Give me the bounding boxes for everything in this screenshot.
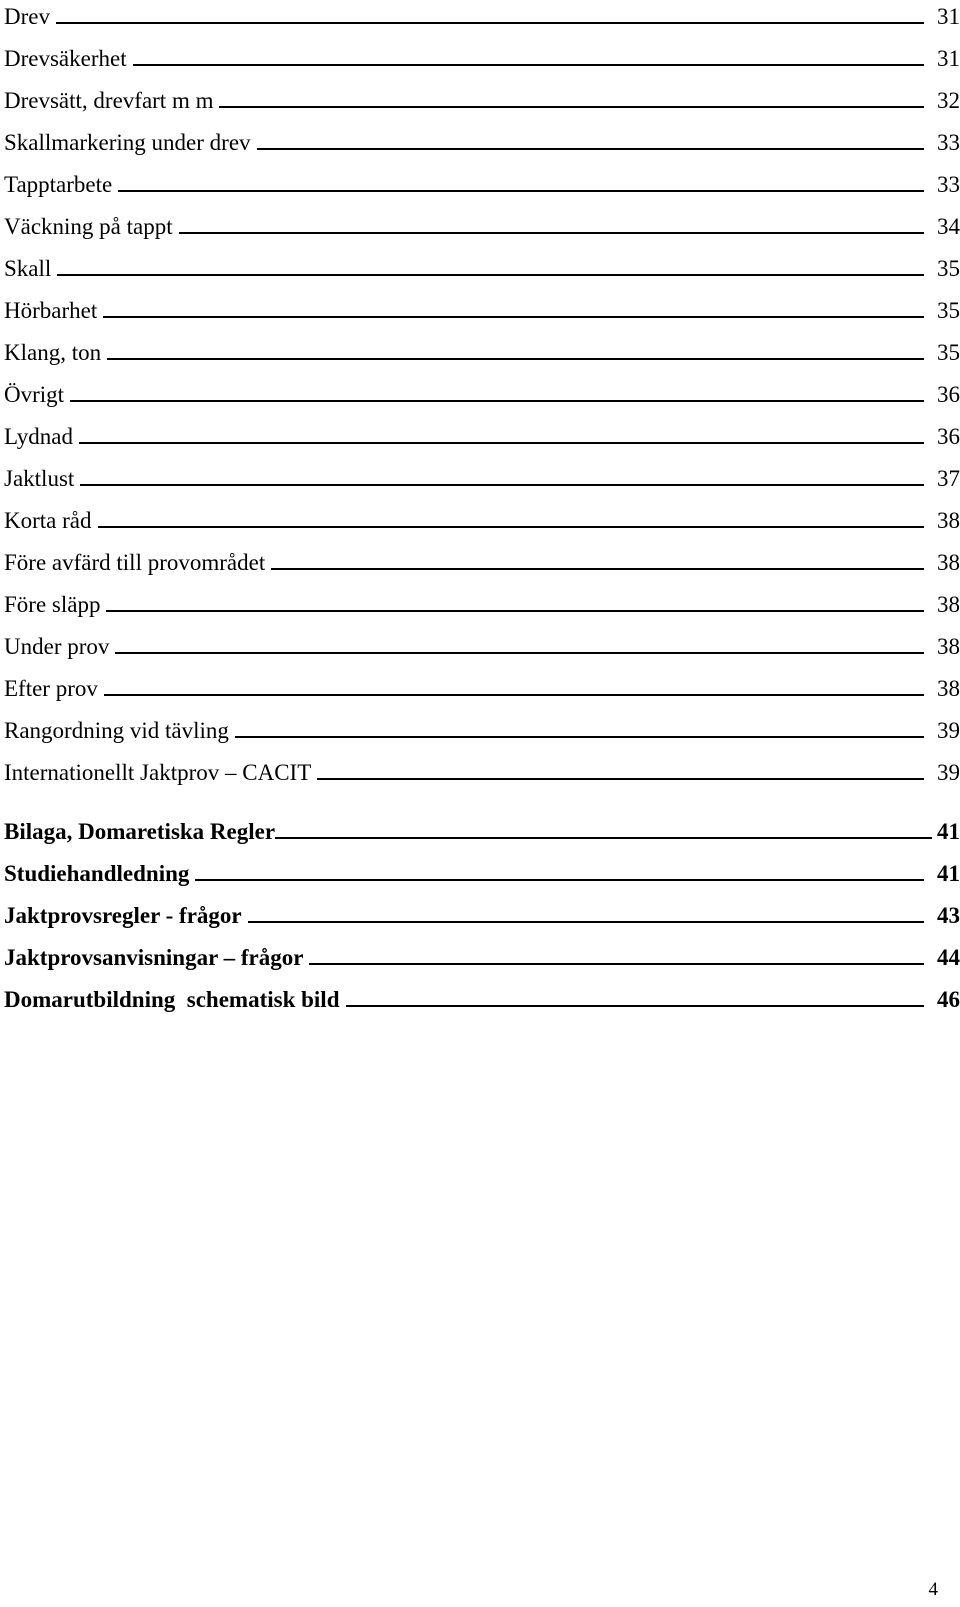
toc-entry-page: 38: [937, 634, 960, 659]
toc-entry: [4, 462, 960, 492]
toc-entry-page: 39: [937, 760, 960, 785]
toc-entry-page: 41: [937, 861, 960, 886]
toc-entry-label: Bilaga, Domaretiska Regler: [4, 819, 276, 844]
toc-leader-line: [57, 274, 924, 276]
toc-leader-line: [309, 963, 924, 965]
toc-leader-line: [257, 148, 924, 150]
toc-leader-line: [248, 921, 924, 923]
toc-entry-page: 35: [937, 256, 960, 281]
toc-entry-page: 34: [937, 214, 960, 239]
toc-entry-label: Efter prov: [4, 676, 98, 701]
toc-leader-line: [118, 190, 924, 192]
toc-entry: [4, 126, 960, 156]
toc-entry-label: Väckning på tappt: [4, 214, 173, 239]
toc-entry: [4, 0, 960, 30]
toc-entry-label: Rangordning vid tävling: [4, 718, 229, 743]
toc-leader-line: [56, 22, 924, 24]
toc-entry-page: 31: [937, 46, 960, 71]
toc-entry: [4, 546, 960, 576]
toc-entry: [4, 420, 960, 450]
toc-entry: [4, 630, 960, 660]
toc-leader-line: [346, 1005, 925, 1007]
toc-entry-page: 31: [937, 4, 960, 29]
toc-leader-line: [179, 232, 924, 234]
toc-entry-label: Jaktprovsanvisningar – frågor: [4, 945, 304, 970]
toc-entry-label: Skallmarkering under drev: [4, 130, 251, 155]
toc-entry-label: Övrigt: [4, 382, 65, 407]
toc-entry-label: Internationellt Jaktprov – CACIT: [4, 760, 312, 785]
toc-entry-page: 41: [937, 819, 960, 844]
toc-appendix-entry: [4, 857, 960, 887]
toc-entry: [4, 210, 960, 240]
toc-entry-label: Korta råd: [4, 508, 92, 533]
toc-entry-page: 38: [937, 550, 960, 575]
toc-leader-line: [107, 358, 924, 360]
toc-entry: [4, 42, 960, 72]
toc-entry-page: 35: [937, 298, 960, 323]
toc-leader-line: [79, 442, 924, 444]
toc-entry: [4, 336, 960, 366]
toc-leader-line: [235, 736, 924, 738]
toc-entry: [4, 672, 960, 702]
toc-leader-line: [275, 837, 932, 839]
toc-entry: [4, 714, 960, 744]
toc-leader-line: [104, 694, 924, 696]
toc-entry-label: Skall: [4, 256, 52, 281]
toc-entry-page: 33: [937, 130, 960, 155]
toc-entry-label: Tapptarbete: [4, 172, 113, 197]
toc-entry-label: Drevsäkerhet: [4, 46, 127, 71]
toc-entry-page: 39: [937, 718, 960, 743]
toc-entry-page: 36: [937, 424, 960, 449]
toc-entry-page: 38: [937, 592, 960, 617]
toc-entry-label: Hörbarhet: [4, 298, 98, 323]
toc-entry-page: 38: [937, 508, 960, 533]
toc-leader-line: [106, 610, 924, 612]
toc-entry-label: Före avfärd till provområdet: [4, 550, 266, 575]
toc-entry-label: Lydnad: [4, 424, 73, 449]
page-number: 4: [928, 1579, 938, 1600]
toc-entry-label: Klang, ton: [4, 340, 102, 365]
toc-appendix-entry: [4, 983, 960, 1013]
toc-leader-line: [195, 879, 924, 881]
toc-entry-label: Före släpp: [4, 592, 101, 617]
toc-entry-label: Drevsätt, drevfart m m: [4, 88, 214, 113]
toc-leader-line: [70, 400, 924, 402]
toc-leader-line: [219, 106, 924, 108]
toc-entry-label: Under prov: [4, 634, 110, 659]
toc-leader-line: [103, 316, 924, 318]
toc-entry-page: 35: [937, 340, 960, 365]
toc-leader-line: [98, 526, 925, 528]
toc-leader-line: [133, 64, 924, 66]
toc-leader-line: [80, 484, 924, 486]
toc-entry-page: 46: [937, 987, 960, 1012]
toc-entry: [4, 756, 960, 786]
toc-entry-page: 38: [937, 676, 960, 701]
toc-entry: [4, 294, 960, 324]
toc-entry: [4, 168, 960, 198]
toc-entry-page: 36: [937, 382, 960, 407]
toc-entry-page: 33: [937, 172, 960, 197]
toc-entry-label: Jaktprovsregler - frågor: [4, 903, 242, 928]
toc-entry-page: 32: [937, 88, 960, 113]
toc-entry-label: Domarutbildning schematisk bild: [4, 987, 340, 1012]
toc-entry-label: Drev: [4, 4, 50, 29]
toc-leader-line: [271, 568, 924, 570]
toc-leader-line: [317, 778, 924, 780]
toc-entry-page: 43: [937, 903, 960, 928]
toc-entry-page: 44: [937, 945, 960, 970]
toc-entry: [4, 252, 960, 282]
toc-entry-label: Jaktlust: [4, 466, 75, 491]
toc-entry-label: Studiehandledning: [4, 861, 190, 886]
toc-entry-page: 37: [937, 466, 960, 491]
toc-leader-line: [115, 652, 924, 654]
toc-appendix-entry: [4, 899, 960, 929]
toc-entry: [4, 588, 960, 618]
toc-entry: [4, 378, 960, 408]
toc-entry: [4, 84, 960, 114]
toc-entry: [4, 504, 960, 534]
toc-appendix-entry: [4, 941, 960, 971]
toc-appendix-entry: [4, 815, 960, 845]
